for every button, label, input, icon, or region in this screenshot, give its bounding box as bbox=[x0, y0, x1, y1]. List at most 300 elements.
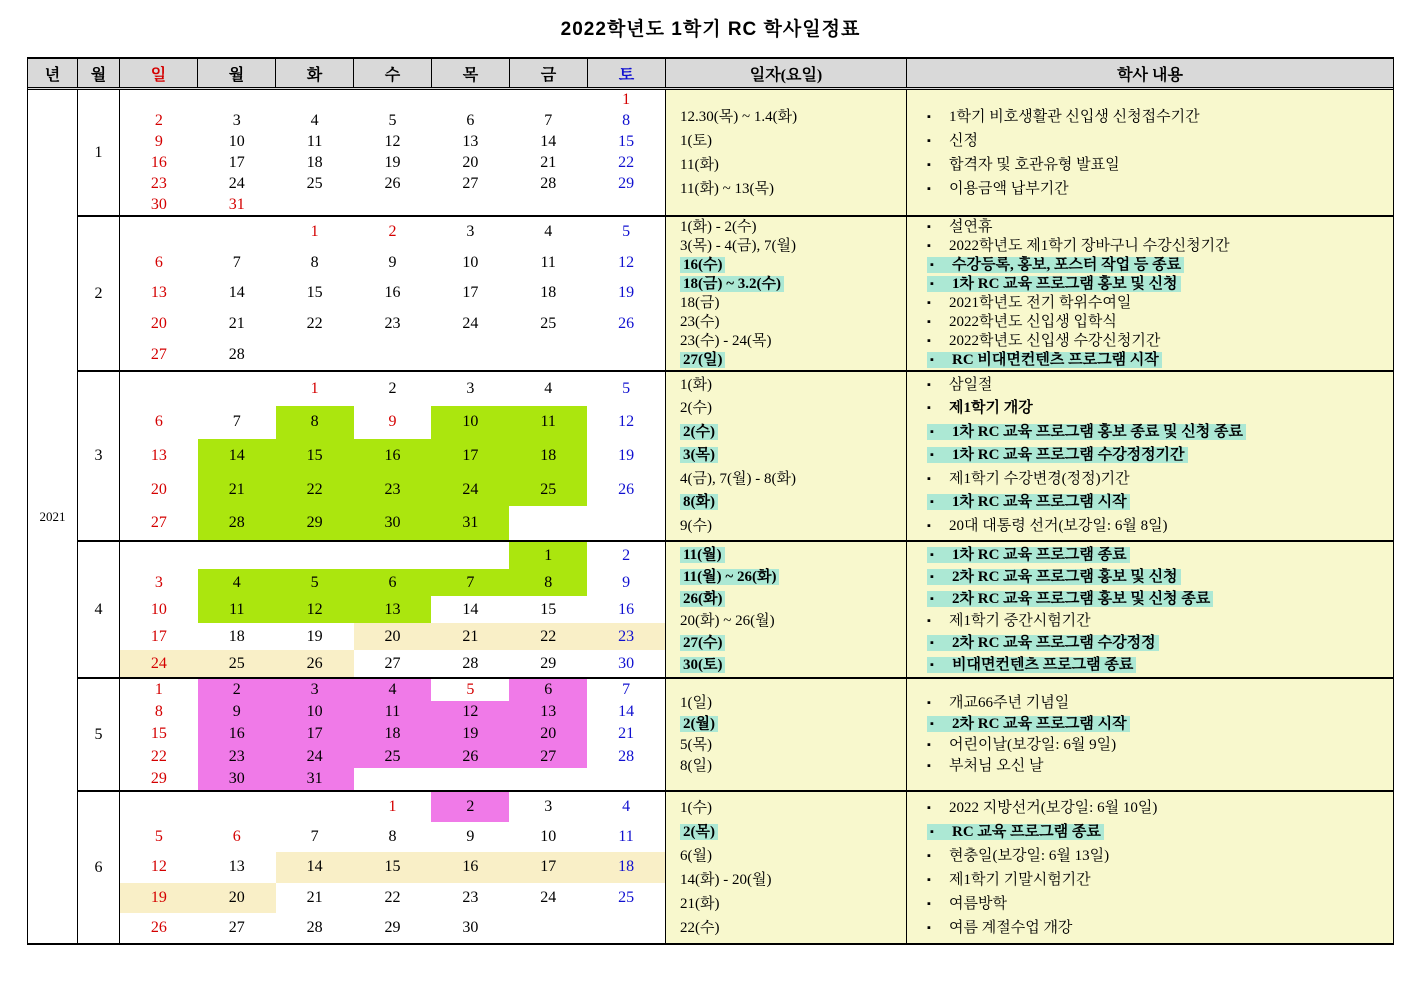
date-text: 22(수) bbox=[680, 919, 720, 936]
day-cell bbox=[198, 883, 276, 913]
date-text: 3(목) bbox=[680, 447, 718, 463]
date-line bbox=[680, 313, 906, 332]
date-line bbox=[680, 444, 906, 468]
event-line bbox=[927, 756, 1393, 777]
day-cell bbox=[587, 623, 665, 650]
event-entry bbox=[927, 695, 1069, 711]
date-line bbox=[680, 256, 906, 275]
day-cell bbox=[120, 792, 198, 822]
day-number: 30 bbox=[618, 654, 635, 672]
day-number: 16 bbox=[150, 153, 167, 171]
day-cell bbox=[120, 473, 198, 507]
day-cell bbox=[120, 623, 198, 650]
event-entry bbox=[927, 518, 1168, 534]
date-line bbox=[680, 397, 906, 421]
year-label: 2021 bbox=[39, 508, 66, 524]
event-text: 1차 RC 교육 프로그램 종료 bbox=[952, 546, 1127, 563]
day-number: 5 bbox=[310, 573, 319, 591]
day-cell bbox=[354, 339, 432, 370]
day-number: 30 bbox=[462, 918, 479, 936]
event-entry bbox=[927, 494, 1130, 510]
day-number: 14 bbox=[540, 133, 557, 151]
day-cell bbox=[509, 173, 587, 194]
bullet-square-icon: ▪ bbox=[930, 277, 934, 290]
day-cell bbox=[120, 217, 198, 248]
day-number: 18 bbox=[618, 858, 635, 876]
event-text: RC 비대면컨텐츠 프로그램 시작 bbox=[952, 351, 1159, 368]
day-number: 28 bbox=[462, 654, 479, 672]
date-text: 2(목) bbox=[680, 824, 718, 840]
date-line bbox=[680, 294, 906, 313]
schedule-table bbox=[27, 57, 1394, 945]
day-cell bbox=[431, 822, 509, 852]
day-cell bbox=[276, 623, 354, 650]
col-header-year: 년 bbox=[28, 59, 78, 87]
month-band bbox=[78, 677, 1393, 790]
day-number: 6 bbox=[544, 681, 553, 699]
date-line bbox=[680, 632, 906, 654]
day-cell bbox=[276, 132, 354, 153]
event-entry bbox=[927, 635, 1159, 651]
day-cell bbox=[354, 132, 432, 153]
day-cell bbox=[276, 701, 354, 723]
day-number: 26 bbox=[384, 174, 401, 192]
day-number: 1 bbox=[154, 681, 163, 699]
day-cell bbox=[431, 278, 509, 309]
date-text: 2(수) bbox=[680, 424, 718, 440]
day-number: 31 bbox=[462, 514, 479, 532]
day-cell bbox=[120, 913, 198, 943]
day-cell bbox=[354, 90, 432, 111]
day-cell bbox=[509, 792, 587, 822]
event-line bbox=[927, 588, 1393, 610]
day-cell bbox=[509, 506, 587, 540]
event-line bbox=[927, 796, 1393, 820]
day-cell bbox=[198, 339, 276, 370]
day-cell bbox=[276, 723, 354, 745]
day-number: 24 bbox=[462, 315, 479, 333]
event-entry bbox=[927, 920, 1072, 936]
date-text: 30(토) bbox=[680, 657, 725, 673]
day-number: 19 bbox=[618, 284, 635, 302]
day-number: 17 bbox=[462, 446, 479, 464]
day-number: 7 bbox=[466, 573, 475, 591]
day-cell bbox=[198, 153, 276, 174]
page-title: 2022학년도 1학기 RC 학사일정표 bbox=[560, 19, 861, 40]
col-header-sunday: 일 bbox=[120, 59, 198, 87]
day-number: 6 bbox=[388, 573, 397, 591]
day-cell bbox=[120, 132, 198, 153]
day-cell bbox=[354, 111, 432, 132]
day-cell bbox=[354, 746, 432, 768]
day-number: 16 bbox=[462, 858, 479, 876]
day-number: 26 bbox=[618, 315, 635, 333]
day-cell bbox=[509, 473, 587, 507]
day-number: 10 bbox=[462, 413, 479, 431]
event-text: 개교66주년 기념일 bbox=[949, 694, 1070, 711]
date-line bbox=[680, 566, 906, 588]
date-text: 18(금) ~ 3.2(수) bbox=[680, 276, 784, 292]
event-line bbox=[927, 421, 1393, 445]
date-line bbox=[680, 714, 906, 735]
day-cell bbox=[509, 822, 587, 852]
day-number: 21 bbox=[228, 315, 245, 333]
date-text: 1(일) bbox=[680, 694, 712, 711]
day-number: 14 bbox=[618, 703, 635, 721]
date-text: 23(수) bbox=[680, 313, 720, 330]
day-cell bbox=[431, 194, 509, 215]
date-line bbox=[680, 796, 906, 820]
date-text: 16(수) bbox=[680, 257, 725, 273]
day-cell bbox=[276, 372, 354, 406]
event-line bbox=[927, 177, 1393, 201]
event-line bbox=[927, 374, 1393, 398]
event-line bbox=[927, 218, 1393, 237]
event-text: 삼일절 bbox=[949, 376, 993, 393]
day-cell bbox=[431, 173, 509, 194]
date-line bbox=[680, 275, 906, 294]
day-cell bbox=[431, 883, 509, 913]
day-cell bbox=[198, 596, 276, 623]
day-number: 10 bbox=[228, 133, 245, 151]
day-number: 5 bbox=[466, 681, 475, 699]
day-number: 13 bbox=[150, 284, 167, 302]
date-line bbox=[680, 756, 906, 777]
day-number: 2 bbox=[466, 798, 475, 816]
date-column bbox=[666, 542, 907, 677]
day-cell bbox=[276, 822, 354, 852]
day-number: 18 bbox=[384, 725, 401, 743]
bullet-square-icon: ▪ bbox=[930, 353, 934, 366]
day-number: 28 bbox=[228, 345, 245, 363]
day-number: 25 bbox=[618, 888, 635, 906]
day-cell bbox=[198, 111, 276, 132]
calendar-grid bbox=[120, 217, 666, 370]
day-cell bbox=[120, 111, 198, 132]
day-number: 20 bbox=[150, 315, 167, 333]
day-cell bbox=[120, 542, 198, 569]
day-cell bbox=[120, 173, 198, 194]
day-cell bbox=[120, 372, 198, 406]
day-cell bbox=[276, 111, 354, 132]
day-number: 5 bbox=[622, 223, 631, 241]
month-band bbox=[78, 90, 1393, 215]
bullet-square-icon: ▪ bbox=[927, 801, 931, 814]
day-cell bbox=[276, 309, 354, 340]
event-entry bbox=[927, 547, 1130, 563]
day-number: 21 bbox=[540, 153, 557, 171]
day-number: 2 bbox=[154, 112, 163, 130]
day-cell bbox=[431, 309, 509, 340]
day-number: 25 bbox=[384, 747, 401, 765]
day-cell bbox=[431, 792, 509, 822]
event-entry bbox=[927, 824, 1104, 840]
day-cell bbox=[120, 309, 198, 340]
day-cell bbox=[431, 679, 509, 701]
content-column bbox=[907, 372, 1393, 540]
day-cell bbox=[587, 596, 665, 623]
day-number: 24 bbox=[540, 888, 557, 906]
day-cell bbox=[354, 217, 432, 248]
event-entry bbox=[927, 848, 1109, 864]
event-text: 이용금액 납부기간 bbox=[949, 180, 1069, 197]
day-number: 22 bbox=[306, 315, 323, 333]
event-text: 1차 RC 교육 프로그램 수강정정기간 bbox=[952, 447, 1185, 464]
bullet-square-icon: ▪ bbox=[927, 239, 931, 252]
day-number: 3 bbox=[310, 681, 319, 699]
day-cell bbox=[354, 768, 432, 790]
day-number: 22 bbox=[306, 480, 323, 498]
event-line bbox=[927, 256, 1393, 275]
day-cell bbox=[587, 153, 665, 174]
day-number: 20 bbox=[228, 888, 245, 906]
day-number: 19 bbox=[462, 725, 479, 743]
event-text: 2차 RC 교육 프로그램 수강정정 bbox=[952, 634, 1156, 651]
calendar-grid bbox=[120, 90, 666, 215]
col-header-tuesday: 화 bbox=[276, 59, 354, 87]
month-label: 1 bbox=[78, 90, 120, 215]
day-number: 30 bbox=[228, 769, 245, 787]
day-cell bbox=[587, 111, 665, 132]
event-text: 20대 대통령 선거(보강일: 6월 8일) bbox=[949, 517, 1168, 534]
day-cell bbox=[354, 883, 432, 913]
day-number: 26 bbox=[618, 480, 635, 498]
day-cell bbox=[354, 623, 432, 650]
day-number: 8 bbox=[310, 413, 319, 431]
date-line bbox=[680, 693, 906, 714]
date-text: 11(월) bbox=[680, 547, 725, 563]
event-text: 2021학년도 전기 학위수여일 bbox=[949, 294, 1132, 311]
event-entry bbox=[927, 716, 1130, 732]
event-text: 비대면컨텐츠 프로그램 종료 bbox=[952, 656, 1134, 673]
event-entry bbox=[927, 181, 1069, 197]
day-cell bbox=[354, 506, 432, 540]
day-number: 6 bbox=[154, 253, 163, 271]
date-line bbox=[680, 610, 906, 632]
event-line bbox=[927, 654, 1393, 676]
event-text: 2차 RC 교육 프로그램 홍보 및 신청 종료 bbox=[952, 590, 1211, 607]
bullet-square-icon: ▪ bbox=[927, 134, 931, 147]
event-text: 2022학년도 신입생 입학식 bbox=[949, 313, 1117, 330]
day-number: 28 bbox=[618, 747, 635, 765]
day-number: 1 bbox=[388, 798, 397, 816]
day-cell bbox=[120, 194, 198, 215]
day-number: 9 bbox=[232, 703, 241, 721]
day-cell bbox=[198, 822, 276, 852]
day-cell bbox=[198, 278, 276, 309]
calendar-grid bbox=[120, 542, 666, 677]
day-cell bbox=[198, 372, 276, 406]
day-number: 4 bbox=[310, 112, 319, 130]
event-text: 제1학기 수강변경(정정)기간 bbox=[949, 470, 1130, 487]
day-cell bbox=[509, 194, 587, 215]
day-number: 20 bbox=[540, 725, 557, 743]
day-cell bbox=[431, 623, 509, 650]
bullet-square-icon: ▪ bbox=[930, 548, 934, 561]
event-text: 제1학기 개강 bbox=[949, 400, 1033, 417]
event-entry bbox=[927, 800, 1157, 816]
event-entry bbox=[927, 377, 992, 393]
day-number: 7 bbox=[310, 828, 319, 846]
day-cell bbox=[354, 278, 432, 309]
day-cell bbox=[354, 473, 432, 507]
day-number: 14 bbox=[228, 446, 245, 464]
day-number: 25 bbox=[306, 174, 323, 192]
day-cell bbox=[431, 372, 509, 406]
event-line bbox=[927, 332, 1393, 351]
event-entry bbox=[927, 157, 1120, 173]
bullet-square-icon: ▪ bbox=[927, 334, 931, 347]
bullet-square-icon: ▪ bbox=[927, 315, 931, 328]
event-entry bbox=[927, 737, 1116, 753]
event-line bbox=[927, 237, 1393, 256]
date-text: 11(월) ~ 26(화) bbox=[680, 569, 779, 585]
day-number: 31 bbox=[228, 195, 245, 213]
day-cell bbox=[354, 822, 432, 852]
event-text: 2차 RC 교육 프로그램 홍보 및 신청 bbox=[952, 568, 1178, 585]
day-cell bbox=[509, 339, 587, 370]
day-number: 11 bbox=[306, 133, 323, 151]
event-text: 2차 RC 교육 프로그램 시작 bbox=[952, 715, 1127, 732]
day-number: 21 bbox=[228, 480, 245, 498]
event-entry bbox=[927, 424, 1246, 440]
day-number: 29 bbox=[618, 174, 635, 192]
day-number: 8 bbox=[544, 573, 553, 591]
bullet-square-icon: ▪ bbox=[927, 182, 931, 195]
day-number: 21 bbox=[618, 725, 635, 743]
bullet-square-icon: ▪ bbox=[927, 296, 931, 309]
bullet-square-icon: ▪ bbox=[927, 759, 931, 772]
day-number: 10 bbox=[306, 703, 323, 721]
day-number: 27 bbox=[540, 747, 557, 765]
date-text: 1(토) bbox=[680, 132, 712, 149]
date-line bbox=[680, 916, 906, 940]
day-cell bbox=[198, 569, 276, 596]
event-line bbox=[927, 868, 1393, 892]
day-cell bbox=[431, 248, 509, 279]
day-cell bbox=[276, 913, 354, 943]
month-band bbox=[78, 215, 1393, 370]
day-number: 3 bbox=[154, 573, 163, 591]
date-line bbox=[680, 820, 906, 844]
col-header-thursday: 목 bbox=[432, 59, 510, 87]
day-cell bbox=[354, 792, 432, 822]
day-cell bbox=[587, 406, 665, 440]
day-number: 4 bbox=[232, 573, 241, 591]
day-number: 8 bbox=[154, 703, 163, 721]
event-entry bbox=[927, 896, 1007, 912]
day-number: 11 bbox=[384, 703, 401, 721]
day-number: 9 bbox=[466, 828, 475, 846]
day-cell bbox=[509, 569, 587, 596]
event-text: RC 교육 프로그램 종료 bbox=[952, 823, 1101, 840]
month-label: 6 bbox=[78, 792, 120, 943]
day-number: 12 bbox=[618, 413, 635, 431]
day-cell bbox=[431, 913, 509, 943]
date-line bbox=[680, 588, 906, 610]
day-number: 30 bbox=[150, 195, 167, 213]
event-entry bbox=[927, 400, 1033, 416]
day-cell bbox=[587, 792, 665, 822]
day-cell bbox=[198, 506, 276, 540]
date-text: 6(월) bbox=[680, 847, 712, 864]
day-cell bbox=[587, 217, 665, 248]
day-cell bbox=[587, 248, 665, 279]
day-cell bbox=[276, 173, 354, 194]
day-number: 2 bbox=[622, 546, 631, 564]
day-number: 23 bbox=[150, 174, 167, 192]
event-entry bbox=[927, 471, 1130, 487]
table-header-row bbox=[28, 59, 1393, 90]
bullet-square-icon: ▪ bbox=[927, 402, 931, 415]
day-cell bbox=[120, 822, 198, 852]
day-cell bbox=[587, 913, 665, 943]
day-cell bbox=[120, 439, 198, 473]
day-cell bbox=[509, 768, 587, 790]
day-number: 12 bbox=[462, 703, 479, 721]
day-cell bbox=[587, 339, 665, 370]
day-cell bbox=[276, 679, 354, 701]
day-cell bbox=[354, 372, 432, 406]
day-number: 10 bbox=[150, 600, 167, 618]
event-line bbox=[927, 820, 1393, 844]
col-header-friday: 금 bbox=[510, 59, 588, 87]
event-text: 제1학기 기말시험기간 bbox=[949, 871, 1091, 888]
bullet-square-icon: ▪ bbox=[930, 258, 934, 271]
day-number: 11 bbox=[229, 600, 245, 618]
bullet-square-icon: ▪ bbox=[927, 158, 931, 171]
date-line bbox=[680, 735, 906, 756]
date-text: 27(수) bbox=[680, 635, 725, 651]
months-container bbox=[78, 90, 1393, 943]
day-cell bbox=[587, 173, 665, 194]
day-number: 21 bbox=[306, 888, 323, 906]
day-cell bbox=[198, 701, 276, 723]
day-cell bbox=[587, 542, 665, 569]
event-line bbox=[927, 515, 1393, 539]
event-line bbox=[927, 735, 1393, 756]
day-cell bbox=[198, 679, 276, 701]
day-number: 9 bbox=[622, 573, 631, 591]
day-number: 9 bbox=[388, 413, 397, 431]
day-cell bbox=[587, 768, 665, 790]
bullet-square-icon: ▪ bbox=[930, 496, 934, 509]
event-line bbox=[927, 610, 1393, 632]
day-number: 18 bbox=[540, 446, 557, 464]
event-line bbox=[927, 632, 1393, 654]
day-cell bbox=[431, 746, 509, 768]
event-text: 어린이날(보강일: 6월 9일) bbox=[949, 736, 1117, 753]
date-line bbox=[680, 515, 906, 539]
day-cell bbox=[198, 473, 276, 507]
day-cell bbox=[354, 650, 432, 677]
day-cell bbox=[276, 746, 354, 768]
event-line bbox=[927, 491, 1393, 515]
day-number: 5 bbox=[154, 828, 163, 846]
day-cell bbox=[276, 278, 354, 309]
day-number: 7 bbox=[622, 681, 631, 699]
content-column bbox=[907, 792, 1393, 943]
day-cell bbox=[509, 746, 587, 768]
day-cell bbox=[587, 883, 665, 913]
day-cell bbox=[198, 768, 276, 790]
day-cell bbox=[276, 596, 354, 623]
month-band bbox=[78, 790, 1393, 943]
day-number: 25 bbox=[228, 654, 245, 672]
date-text: 1(수) bbox=[680, 799, 712, 816]
day-number: 3 bbox=[466, 223, 475, 241]
day-number: 11 bbox=[540, 413, 556, 431]
